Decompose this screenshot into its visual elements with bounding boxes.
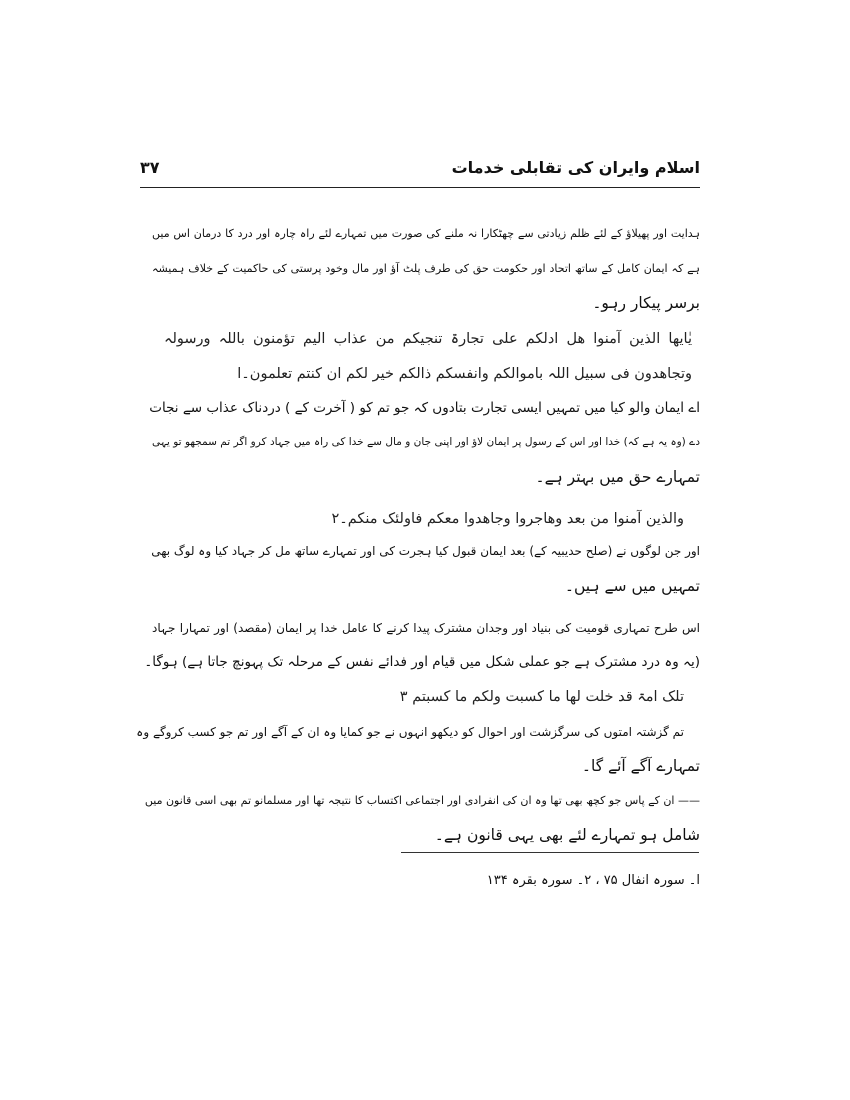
running-title: اسلام وایران کی تقابلی خدمات [451,158,700,177]
translation-1-line-3: تمہارے حق میں بہتر ہے۔ [535,468,700,486]
page-header [140,158,700,186]
body-line-1: ہدایت اور پھیلاؤ کے لئے ظلم زیادتی سے چھٹکارا نہ ملنے کی صورت میں تمہارے لئے راہ چارہ اور درد کا درمان اس میں [152,227,701,240]
body-line-5: (یہ وہ درد مشترک ہے جو عملی شکل میں قیام اور فدائے نفس کے مرحلہ تک پہونچ جاتا ہے) ہوگا۔ [144,654,700,670]
translation-1-line-2: دے (وہ یہ ہے کہ) خدا اور اس کے رسول پر ایمان لاؤ اور اپنی جان و مال سے خدا کی راہ میں جہاد کرو اگر تم سمجھو تو یہی [152,436,700,448]
body-line-4: اس طرح تمہاری قومیت کی بنیاد اور وجدان مشترک پیدا کرنے کا عامل خدا پر ایمان (مقصد) اور تمہارا جہاد [152,621,700,635]
quran-verse-1-line-2: وتجاھدون فی سبیل اللہ باموالکم وانفسکم ذالکم خیر لکم ان کنتم تعلمون۔ا [237,366,692,382]
translation-3-line-1: تم گزشتہ امتوں کی سرگزشت اور احوال کو دیکھو انہوں نے جو کمایا وہ ان کے آگے اور تم جو کسب کروگے وہ [136,725,684,739]
translation-1-line-1: اے ایمان والو کیا میں تمہیں ایسی تجارت بتادوں کہ جو تم کو ( آخرت کے ) دردناک عذاب سے نجات [149,400,700,416]
quran-verse-1-line-1: یٰایھا الذین آمنوا ھل ادلکم علی تجارۃ تنجیکم من عذاب الیم تؤمنون باللہ ورسولہ [164,331,692,347]
translation-2-line-1: اور جن لوگوں نے (صلح حدیبیہ کے) بعد ایمان قبول کیا ہجرت کی اور تمہارے ساتھ مل کر جہاد کیا وہ لوگ بھی [151,544,700,558]
body-line-6: —— ان کے پاس جو کچھ بھی تھا وہ ان کی انفرادی اور اجتماعی اکتساب کا نتیجہ تھا اور مسلمانو تم بھی اسی قانون میں [144,794,700,807]
translation-2-line-2: تمہیں میں سے ہیں۔ [564,577,700,595]
footnote-rule [401,852,699,853]
footnote: ا۔ سورہ انفال ۷۵ ، ۲۔ سورہ بقرہ ۱۳۴ [486,873,700,888]
page-number: ۳۷ [140,158,160,177]
body-line-2: ہے کہ ایمان کامل کے ساتھ اتحاد اور حکومت حق کی طرف پلٹ آؤ اور مال وخود پرستی کی حاکمیت کے خلاف ہمیشہ [152,262,700,275]
body-line-7: شامل ہو تمہارے لئے بھی یہی قانون ہے۔ [434,826,700,844]
body-line-3: برسر پیکار رہو۔ [592,294,700,312]
quran-verse-2: والذین آمنوا من بعد وھاجروا وجاھدوا معکم فاولئک منکم۔۲ [331,511,684,527]
translation-3-line-2: تمہارے آگے آئے گا۔ [581,757,700,775]
header-rule [140,187,700,188]
quran-verse-3: تلک امۃ قد خلت لھا ما کسبت ولکم ما کسبتم ۳ [399,689,684,705]
